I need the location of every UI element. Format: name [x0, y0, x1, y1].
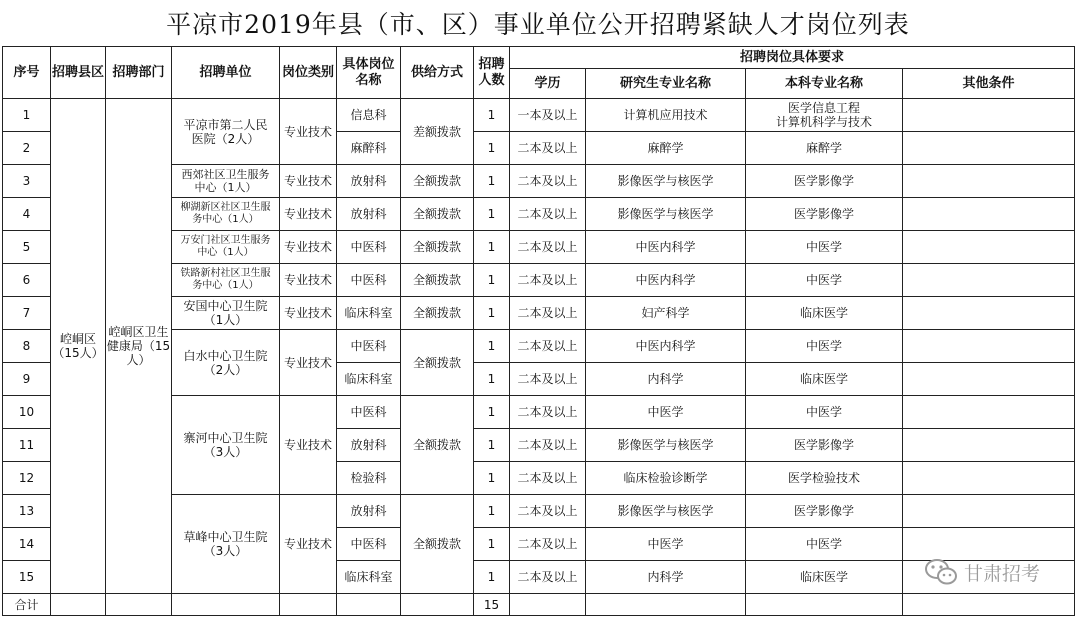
cell-unit: 铁路新村社区卫生服务中心（1人） — [172, 264, 280, 297]
total-empty — [337, 594, 401, 616]
cell-category: 专业技术 — [280, 198, 337, 231]
cell-grad-major: 中医学 — [586, 528, 746, 561]
total-empty — [903, 594, 1075, 616]
cell-edu: 二本及以上 — [510, 528, 586, 561]
cell-grad-major: 内科学 — [586, 561, 746, 594]
cell-edu: 二本及以上 — [510, 429, 586, 462]
cell-county: 崆峒区（15人） — [51, 99, 106, 594]
cell-grad-major: 影像医学与核医学 — [586, 165, 746, 198]
total-empty — [746, 594, 903, 616]
cell-count: 1 — [474, 198, 510, 231]
total-empty — [280, 594, 337, 616]
table-body — [3, 99, 1075, 616]
cell-grad-major: 影像医学与核医学 — [586, 429, 746, 462]
cell-edu: 二本及以上 — [510, 198, 586, 231]
cell-funding: 全额拨款 — [401, 330, 474, 396]
cell-post: 放射科 — [337, 165, 401, 198]
cell-other — [903, 99, 1075, 132]
cell-post: 中医科 — [337, 396, 401, 429]
header-edu: 学历 — [510, 69, 586, 99]
cell-edu: 一本及以上 — [510, 99, 586, 132]
total-empty — [51, 594, 106, 616]
cell-unit: 西郊社区卫生服务中心（1人） — [172, 165, 280, 198]
cell-seq: 7 — [3, 297, 51, 330]
cell-edu: 二本及以上 — [510, 495, 586, 528]
cell-count: 1 — [474, 396, 510, 429]
cell-ug-major: 医学影像学 — [746, 198, 903, 231]
header-post: 具体岗位名称 — [337, 47, 401, 99]
cell-edu: 二本及以上 — [510, 462, 586, 495]
cell-count: 1 — [474, 99, 510, 132]
cell-ug-major: 中医学 — [746, 264, 903, 297]
cell-count: 1 — [474, 231, 510, 264]
cell-seq: 12 — [3, 462, 51, 495]
cell-grad-major: 内科学 — [586, 363, 746, 396]
cell-unit: 万安门社区卫生服务中心（1人） — [172, 231, 280, 264]
total-empty — [172, 594, 280, 616]
header-funding: 供给方式 — [401, 47, 474, 99]
cell-dept: 崆峒区卫生健康局（15人） — [106, 99, 172, 594]
cell-count: 1 — [474, 363, 510, 396]
cell-funding: 全额拨款 — [401, 495, 474, 594]
cell-count: 1 — [474, 132, 510, 165]
cell-ug-major: 临床医学 — [746, 363, 903, 396]
cell-other — [903, 396, 1075, 429]
cell-category: 专业技术 — [280, 165, 337, 198]
cell-post: 检验科 — [337, 462, 401, 495]
total-row — [3, 594, 1075, 616]
cell-ug-major: 医学影像学 — [746, 429, 903, 462]
cell-edu: 二本及以上 — [510, 330, 586, 363]
cell-edu: 二本及以上 — [510, 561, 586, 594]
cell-count: 1 — [474, 264, 510, 297]
cell-edu: 二本及以上 — [510, 231, 586, 264]
total-empty — [401, 594, 474, 616]
cell-grad-major: 中医内科学 — [586, 330, 746, 363]
cell-post: 临床科室 — [337, 561, 401, 594]
cell-other — [903, 297, 1075, 330]
cell-other — [903, 231, 1075, 264]
cell-funding: 差额拨款 — [401, 99, 474, 165]
cell-ug-major: 医学影像学 — [746, 165, 903, 198]
cell-seq: 4 — [3, 198, 51, 231]
cell-unit: 白水中心卫生院（2人） — [172, 330, 280, 396]
cell-edu: 二本及以上 — [510, 132, 586, 165]
cell-grad-major: 临床检验诊断学 — [586, 462, 746, 495]
cell-seq: 8 — [3, 330, 51, 363]
cell-post: 中医科 — [337, 330, 401, 363]
cell-grad-major: 影像医学与核医学 — [586, 198, 746, 231]
cell-post: 中医科 — [337, 528, 401, 561]
cell-post: 放射科 — [337, 429, 401, 462]
total-empty — [106, 594, 172, 616]
cell-seq: 3 — [3, 165, 51, 198]
recruitment-table — [2, 46, 1075, 616]
cell-edu: 二本及以上 — [510, 264, 586, 297]
header-category: 岗位类别 — [280, 47, 337, 99]
cell-seq: 6 — [3, 264, 51, 297]
cell-other — [903, 462, 1075, 495]
cell-edu: 二本及以上 — [510, 363, 586, 396]
cell-category: 专业技术 — [280, 495, 337, 594]
cell-post: 放射科 — [337, 495, 401, 528]
cell-other — [903, 198, 1075, 231]
cell-other — [903, 429, 1075, 462]
cell-category: 专业技术 — [280, 297, 337, 330]
cell-edu: 二本及以上 — [510, 297, 586, 330]
cell-post: 麻醉科 — [337, 132, 401, 165]
cell-post: 临床科室 — [337, 363, 401, 396]
cell-count: 1 — [474, 528, 510, 561]
header-ug-major: 本科专业名称 — [746, 69, 903, 99]
wechat-icon — [924, 558, 958, 586]
cell-seq: 14 — [3, 528, 51, 561]
cell-other — [903, 132, 1075, 165]
cell-seq: 1 — [3, 99, 51, 132]
cell-seq: 9 — [3, 363, 51, 396]
cell-ug-major: 中医学 — [746, 231, 903, 264]
cell-funding: 全额拨款 — [401, 198, 474, 231]
cell-other — [903, 330, 1075, 363]
cell-ug-major: 中医学 — [746, 528, 903, 561]
cell-funding: 全额拨款 — [401, 165, 474, 198]
cell-edu: 二本及以上 — [510, 165, 586, 198]
cell-count: 1 — [474, 297, 510, 330]
total-empty — [510, 594, 586, 616]
total-empty — [586, 594, 746, 616]
cell-ug-major: 临床医学 — [746, 297, 903, 330]
cell-funding: 全额拨款 — [401, 297, 474, 330]
cell-other — [903, 264, 1075, 297]
cell-other — [903, 165, 1075, 198]
cell-unit: 寨河中心卫生院（3人） — [172, 396, 280, 495]
cell-grad-major: 中医内科学 — [586, 231, 746, 264]
cell-post: 中医科 — [337, 264, 401, 297]
cell-grad-major: 妇产科学 — [586, 297, 746, 330]
total-count: 15 — [474, 594, 510, 616]
cell-unit: 草峰中心卫生院（3人） — [172, 495, 280, 594]
watermark-text: 甘肃招考 — [963, 562, 1040, 585]
cell-grad-major: 影像医学与核医学 — [586, 495, 746, 528]
cell-count: 1 — [474, 165, 510, 198]
cell-count: 1 — [474, 330, 510, 363]
header-unit: 招聘单位 — [172, 47, 280, 99]
cell-funding: 全额拨款 — [401, 264, 474, 297]
cell-post: 放射科 — [337, 198, 401, 231]
cell-edu: 二本及以上 — [510, 396, 586, 429]
watermark — [924, 558, 1040, 586]
cell-post: 中医科 — [337, 231, 401, 264]
cell-ug-major: 中医学 — [746, 396, 903, 429]
cell-count: 1 — [474, 495, 510, 528]
cell-unit: 柳湖新区社区卫生服务中心（1人） — [172, 198, 280, 231]
cell-other — [903, 528, 1075, 561]
cell-category: 专业技术 — [280, 264, 337, 297]
cell-category: 专业技术 — [280, 396, 337, 495]
header-other: 其他条件 — [903, 69, 1075, 99]
cell-ug-major: 临床医学 — [746, 561, 903, 594]
cell-other — [903, 363, 1075, 396]
cell-seq: 10 — [3, 396, 51, 429]
cell-ug-major: 医学检验技术 — [746, 462, 903, 495]
header-requirements: 招聘岗位具体要求 — [510, 47, 1075, 69]
cell-grad-major: 中医内科学 — [586, 264, 746, 297]
cell-ug-major: 麻醉学 — [746, 132, 903, 165]
cell-seq: 2 — [3, 132, 51, 165]
cell-ug-major: 医学信息工程 计算机科学与技术 — [746, 99, 903, 132]
cell-ug-major: 医学影像学 — [746, 495, 903, 528]
page-title: 平凉市2019年县（市、区）事业单位公开招聘紧缺人才岗位列表 — [166, 10, 910, 39]
cell-post: 信息科 — [337, 99, 401, 132]
cell-category: 专业技术 — [280, 231, 337, 264]
cell-seq: 5 — [3, 231, 51, 264]
cell-grad-major: 中医学 — [586, 396, 746, 429]
cell-ug-major: 中医学 — [746, 330, 903, 363]
header-seq: 序号 — [3, 47, 51, 99]
cell-funding: 全额拨款 — [401, 396, 474, 495]
cell-grad-major: 麻醉学 — [586, 132, 746, 165]
table-row — [3, 99, 1075, 132]
cell-funding: 全额拨款 — [401, 231, 474, 264]
cell-count: 1 — [474, 561, 510, 594]
header-dept: 招聘部门 — [106, 47, 172, 99]
total-label: 合计 — [3, 594, 51, 616]
cell-count: 1 — [474, 462, 510, 495]
cell-count: 1 — [474, 429, 510, 462]
cell-category: 专业技术 — [280, 99, 337, 165]
cell-seq: 15 — [3, 561, 51, 594]
header-grad-major: 研究生专业名称 — [586, 69, 746, 99]
cell-seq: 11 — [3, 429, 51, 462]
cell-other — [903, 495, 1075, 528]
header-county: 招聘县区 — [51, 47, 106, 99]
cell-seq: 13 — [3, 495, 51, 528]
cell-post: 临床科室 — [337, 297, 401, 330]
cell-grad-major: 计算机应用技术 — [586, 99, 746, 132]
cell-unit: 安国中心卫生院（1人） — [172, 297, 280, 330]
cell-unit: 平凉市第二人民医院（2人） — [172, 99, 280, 165]
cell-category: 专业技术 — [280, 330, 337, 396]
header-count: 招聘人数 — [474, 47, 510, 99]
